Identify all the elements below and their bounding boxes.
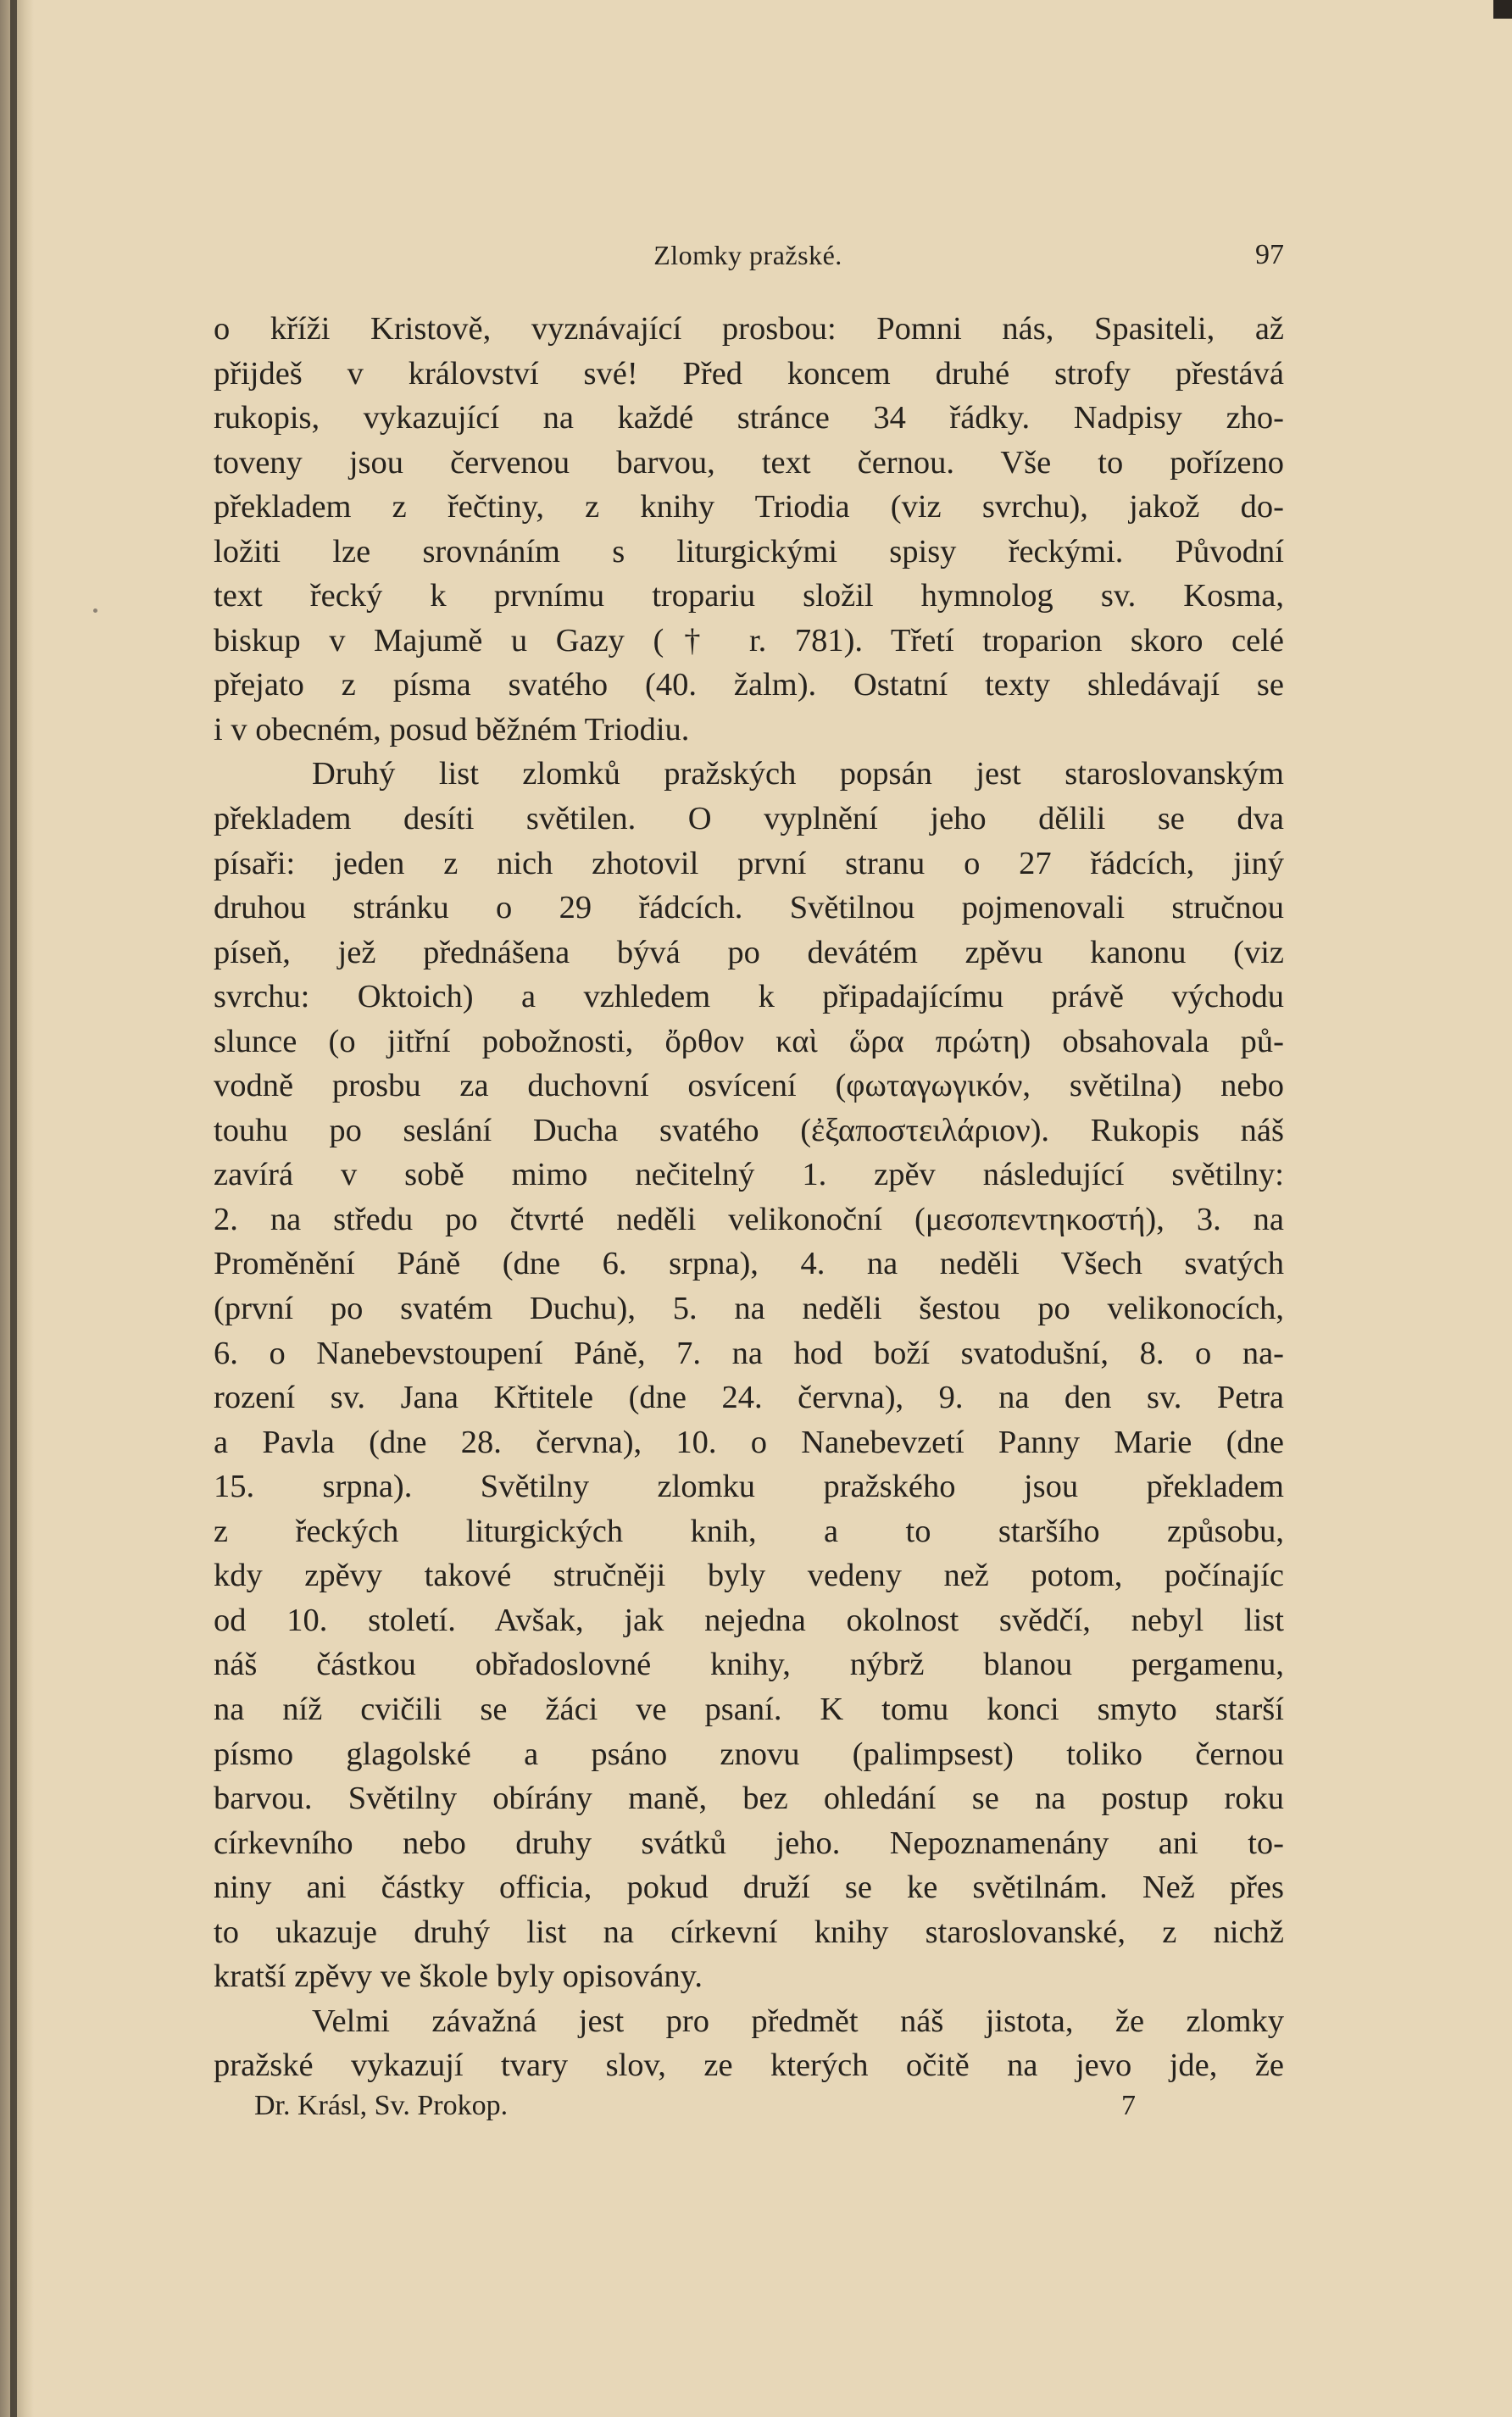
text-line: rukopis, vykazující na každé stránce 34 řádky. Nadpisy zho- — [214, 400, 1284, 436]
paragraph-end-line: i v obecném, posud běžném Triodiu. — [214, 711, 690, 747]
text-line: píseň, jež přednášena bývá po devátém zpěvu kanonu (viz — [214, 934, 1284, 970]
text-line: zavírá v sobě mimo nečitelný 1. zpěv následující světilny: — [214, 1157, 1284, 1193]
text-line: z řeckých liturgických knih, a to staršího způsobu, — [214, 1513, 1284, 1549]
text-line: a Pavla (dne 28. června), 10. o Nanebevzetí Panny Marie (dne — [214, 1424, 1284, 1460]
text-line: písmo glagolské a psáno znovu (palimpsest) toliko černou — [214, 1736, 1284, 1772]
page-footer — [254, 2085, 1136, 2127]
scan-corner — [1493, 0, 1512, 19]
text-line: to ukazuje druhý list na církevní knihy staroslovanské, z nichž — [214, 1914, 1284, 1950]
text-line: druhou stránku o 29 řádcích. Světilnou pojmenovali stručnou — [214, 890, 1284, 926]
text-line: pražské vykazují tvary slov, ze kterých očitě na jevo jde, že — [214, 2048, 1284, 2084]
page-header — [212, 236, 1284, 275]
page-number: 97 — [1255, 239, 1284, 270]
text-line: překladem z řečtiny, z knihy Triodia (viz svrchu), jakož do- — [214, 489, 1284, 525]
text-line: text řecký k prvnímu tropariu složil hymnolog sv. Kosma, — [214, 578, 1284, 614]
running-title: Zlomky pražské. — [653, 240, 842, 270]
text-line: touhu po seslání Ducha svatého (ἐξαποστειλάριον). Rukopis náš — [214, 1112, 1284, 1148]
text-line: (první po svatém Duchu), 5. na neděli šestou po velikonocích, — [214, 1291, 1284, 1327]
paragraph-start-line: Druhý list zlomků pražských popsán jest staroslovanským — [312, 756, 1284, 792]
text-line: svrchu: Oktoich) a vzhledem k připadajícímu právě východu — [214, 979, 1284, 1015]
text-line: 15. srpna). Světilny zlomku pražského jsou překladem — [214, 1469, 1284, 1505]
gutter-line — [10, 0, 17, 2417]
text-line: od 10. století. Avšak, jak nejedna okolnost svědčí, nebyl list — [214, 1602, 1284, 1638]
paragraph-start-line: Velmi závažná jest pro předmět náš jistota, že zlomky — [312, 2003, 1284, 2039]
text-line: biskup v Majumě u Gazy († r. 781). Třetí troparion skoro celé — [214, 622, 1284, 658]
text-line: náš částkou obřadoslovné knihy, nýbrž blanou pergamenu, — [214, 1647, 1284, 1683]
text-line: Proměnění Páně (dne 6. srpna), 4. na neděli Všech svatých — [214, 1246, 1284, 1282]
text-line: rození sv. Jana Křtitele (dne 24. června), 9. na den sv. Petra — [214, 1380, 1284, 1416]
footer-author: Dr. Krásl, Sv. Prokop. — [254, 2090, 509, 2121]
text-line: přijdeš v království své! Před koncem druhé strofy přestává — [214, 355, 1284, 392]
signature-mark: 7 — [1121, 2090, 1136, 2121]
text-line: o kříži Kristově, vyznávající prosbou: Pomni nás, Spasiteli, až — [214, 311, 1284, 347]
book-spine-shadow — [0, 0, 34, 2417]
paper-speck — [93, 608, 97, 613]
text-line: slunce (o jitřní pobožnosti, ὄρθον καὶ ὥρα πρώτη) obsahovala pů- — [214, 1023, 1284, 1059]
text-line: přejato z písma svatého (40. žalm). Ostatní texty shledávají se — [214, 667, 1284, 703]
text-line: barvou. Světilny obírány maně, bez ohledání se na postup roku — [214, 1781, 1284, 1817]
text-line: toveny jsou červenou barvou, text černou. Vše to pořízeno — [214, 444, 1284, 481]
text-line: 6. o Nanebevstoupení Páně, 7. na hod boží svatodušní, 8. o na- — [214, 1335, 1284, 1371]
text-line: 2. na středu po čtvrté neděli velikonoční (μεσοπεντηκοστή), 3. na — [214, 1201, 1284, 1237]
text-line: ložiti lze srovnáním s liturgickými spisy řeckými. Původní — [214, 533, 1284, 570]
text-line: překladem desíti světilen. O vyplnění jeho dělili se dva — [214, 801, 1284, 837]
paragraph-end-line: kratší zpěvy ve škole byly opisovány. — [214, 1959, 703, 1995]
text-line: na níž cvičili se žáci ve psaní. K tomu konci smyto starší — [214, 1691, 1284, 1727]
text-line: církevního nebo druhy svátků jeho. Nepoznamenány ani to- — [214, 1825, 1284, 1861]
body-text — [214, 307, 1284, 2088]
text-line: kdy zpěvy takové stručněji byly vedeny než potom, počínajíc — [214, 1558, 1284, 1594]
text-line: niny ani částky officia, pokud druží se ke světilnám. Než přes — [214, 1870, 1284, 1906]
text-line: písaři: jeden z nich zhotovil první stranu o 27 řádcích, jiný — [214, 845, 1284, 881]
text-line: vodně prosbu za duchovní osvícení (φωταγωγικόν, světilna) nebo — [214, 1068, 1284, 1104]
